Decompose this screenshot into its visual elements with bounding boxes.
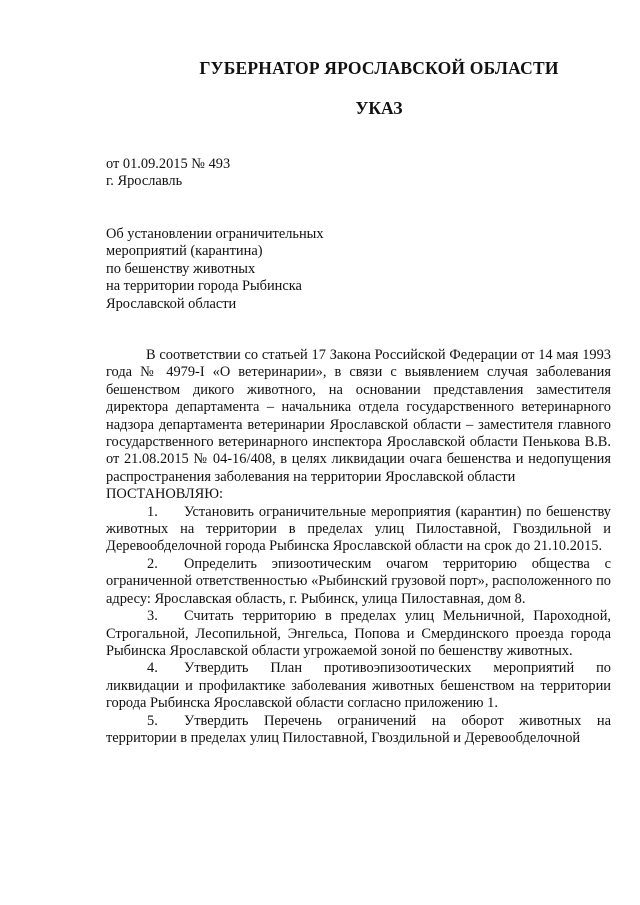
document-subject	[106, 226, 324, 313]
document-meta	[106, 156, 230, 191]
preamble-paragraph: В соответствии со статьей 17 Закона Российской Федерации от 14 мая 1993 года № 4979-I «О ветеринарии», в связи с выявлением случая заболевания бешенством дикого животного, на основании представления заместителя директора департамента – начальника отдела государственного ветеринарного надзора департамента ветеринарии Ярославской области – заместителя главного государственного ветеринарного инспектора Ярославской области Пенькова В.В. от 21.08.2015 № 04-16/408, в целях ликвидации очага бешенства и недопущения распространения заболевания на территории Ярославской области	[106, 347, 611, 485]
subject-line: Об установлении ограничительных	[106, 226, 324, 242]
subject-line: мероприятий (карантина)	[106, 243, 263, 260]
item-text: Установить ограничительные мероприятия (карантин) по бешенству животных на территории в пределах улиц Пилоставной, Гвоздильной и Деревообделочной города Рыбинска Ярославской области на срок до 21.10.2015.	[106, 503, 611, 555]
date-number: от 01.09.2015 № 493	[106, 156, 231, 172]
item-text: Утвердить Перечень ограничений на оборот животных на территории в пределах улиц Пилоставной, Гвоздильной и Деревообделочной	[106, 712, 611, 746]
item-number: 5.	[147, 712, 158, 729]
decree-item	[106, 504, 611, 556]
item-text: Утвердить План противоэпизоотических мероприятий по ликвидации и профилактике заболевания животных бешенством на территории города Рыбинска Ярославской области согласно приложению 1.	[106, 660, 611, 712]
decree-word: ПОСТАНОВЛЯЮ:	[106, 486, 224, 503]
decree-item	[106, 556, 611, 608]
subject-line: по бешенству животных	[106, 260, 256, 277]
decree-item	[106, 608, 611, 660]
subject-line: Ярославской области	[106, 295, 237, 312]
item-number: 3.	[147, 608, 158, 625]
issuer-title: ГУБЕРНАТОР ЯРОСЛАВСКОЙ ОБЛАСТИ	[199, 58, 559, 78]
document-type: УКАЗ	[355, 98, 403, 118]
city: г. Ярославль	[106, 173, 183, 190]
subject-line: на территории города Рыбинска	[106, 278, 302, 295]
item-text: Считать территорию в пределах улиц Мельничной, Пароходной, Строгальной, Лесопильной, Энгельса, Попова и Смердинского проезда города Рыбинска Ярославской области угрожаемой зоной по бешенству животных.	[106, 608, 611, 659]
decree-item	[106, 713, 611, 748]
document-body	[106, 347, 611, 747]
item-number: 1.	[147, 503, 158, 520]
item-number: 2.	[147, 555, 158, 572]
item-text: Определить эпизоотическим очагом территорию общества с ограниченной ответственностью «Рыбинский грузовой порт», расположенного по адресу: Ярославская область, г. Рыбинск, улица Пилоставная, дом 8.	[106, 555, 611, 607]
decree-item	[106, 660, 611, 712]
item-number: 4.	[147, 660, 158, 677]
